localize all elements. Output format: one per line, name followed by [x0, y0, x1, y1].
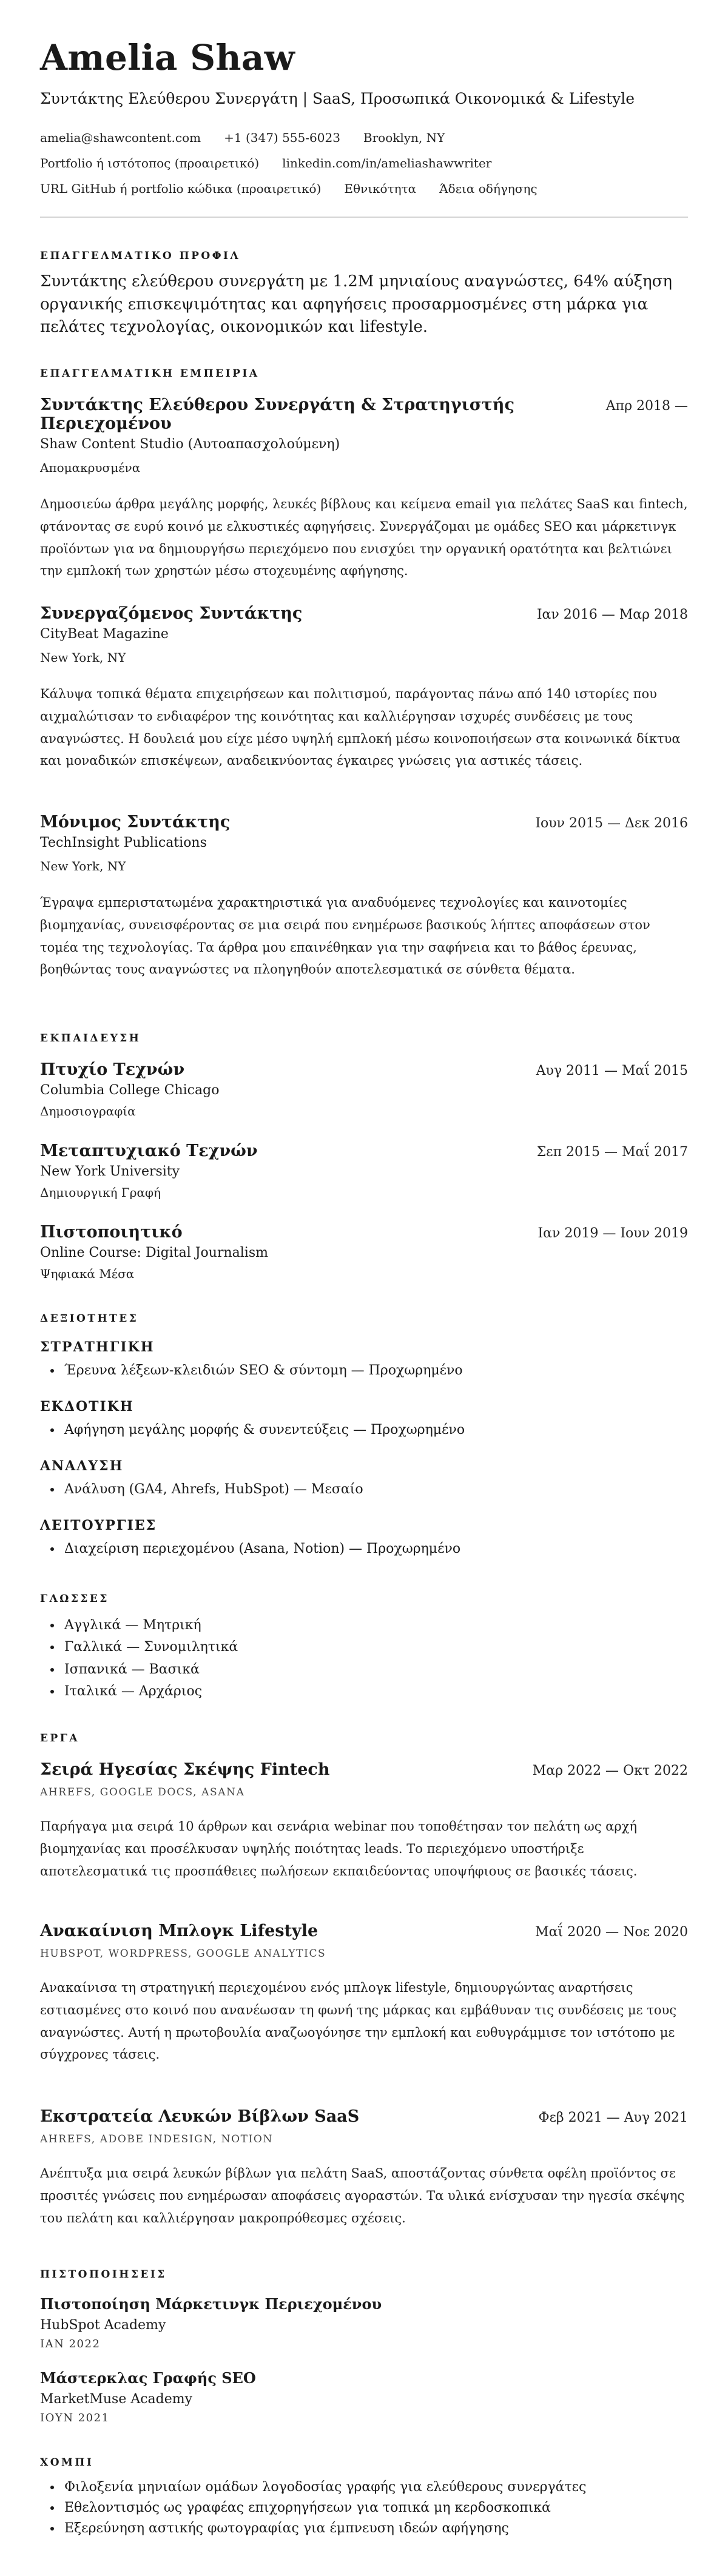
contact-email[interactable]: amelia@shawcontent.com — [40, 130, 201, 146]
certification-date: ΙΟΥΝ 2021 — [40, 2412, 110, 2424]
skill-group — [40, 1399, 688, 1441]
project-description: Ανακαίνισα τη στρατηγική περιεχομένου ενός μπλογκ lifestyle, δημιουργώντας αναρτήσεις εστιασμένες στο κοινό που ανανέωσαν τη φωνή της μάρκας και εμβάθυναν τις συνδέσεις με τους αναγνώστες. Αυτή η πρωτοβουλία αναζωογόνησε την εμπλοκή και ευθυγράμμισε τον ιστότοπο με σύγχρονες τάσεις. — [40, 1980, 676, 2062]
project-tech: HUBSPOT, WORDPRESS, GOOGLE ANALYTICS — [40, 1948, 326, 1960]
section-heading-skills: ΔΕΞΙΟΤΗΤΕΣ — [40, 1313, 139, 1325]
education-field: Ψηφιακά Μέσα — [40, 1266, 135, 1281]
header-divider — [40, 217, 688, 218]
project-title: Ανακαίνιση Μπλογκ Lifestyle — [40, 1922, 318, 1940]
project-title: Σειρά Ηγεσίας Σκέψης Fintech — [40, 1760, 330, 1779]
hobby-item: • Φιλοξενία μηνιαίων ομάδων λογοδοσίας γραφής για ελεύθερους συνεργάτες — [62, 2477, 688, 2498]
education-entry — [40, 1142, 688, 1200]
skill-group — [40, 1458, 688, 1501]
education-dates: Αυγ 2011 — Μαΐ 2015 — [536, 1063, 688, 1078]
experience-description: Δημοσιεύω άρθρα μεγάλης μορφής, λευκές βίβλους και κείμενα email για πελάτες SaaS και fintech, φτάνοντας σε ευρύ κοινό με ελκυστικές αφηγήσεις. Συνεργάζομαι με ομάδες SEO και μάρκετινγκ προϊόντων για να δημιουργήσω περιεχόμενο που ενισχύει την οργανική ορατότητα και βελτιώνει την εμπλοκή των χρηστών μέσω στοχευμένης αφήγησης. — [40, 497, 688, 579]
education-degree: Πιστοποιητικό — [40, 1223, 183, 1242]
project-dates: Μαρ 2022 — Οκτ 2022 — [532, 1763, 688, 1778]
contact-row-primary — [40, 130, 688, 145]
section-heading-languages: ΓΛΩΣΣΕΣ — [40, 1593, 109, 1605]
experience-description: Κάλυψα τοπικά θέματα επιχειρήσεων και πολιτισμού, παράγοντας πάνω από 140 ιστορίες που αιχμαλώτισαν το ενδιαφέρον της κοινότητας και καλλιέργησαν ισχυρές συνδέσεις με τους αναγνώστες. Η δουλειά μου είχε μέσο υψηλή εμπλοκή μέσω κοινοποιήσεων στα κοινωνικά δίκτυα και μοναδικών επισκέψεων, αναδεικνύοντας έγκαιρες γνώσεις για αστικές τάσεις. — [40, 687, 681, 768]
resume-header — [40, 38, 688, 196]
language-item: • Ισπανικά — Βασικά — [62, 1659, 688, 1681]
profile-section — [40, 250, 688, 339]
education-field: Δημιουργική Γραφή — [40, 1185, 161, 1200]
hobbies-section — [40, 2457, 688, 2539]
projects-section — [40, 1732, 688, 1744]
certification-issuer: HubSpot Academy — [40, 2318, 166, 2333]
skill-group — [40, 1339, 688, 1382]
project-dates: Μαΐ 2020 — Νοε 2020 — [535, 1925, 688, 1940]
education-school: Online Course: Digital Journalism — [40, 1245, 268, 1260]
experience-dates: Απρ 2018 — — [605, 399, 688, 414]
project-tech: AHREFS, ADOBE INDESIGN, NOTION — [40, 2133, 273, 2145]
contact-github[interactable]: URL GitHub ή portfolio κώδικα (προαιρετικό) — [40, 181, 322, 197]
languages-section — [40, 1593, 688, 1703]
contact-location: Brooklyn, NY — [363, 130, 445, 146]
project-entry — [40, 2107, 688, 2229]
language-item: • Γαλλικά — Συνομιλητικά — [62, 1636, 688, 1658]
project-tech: AHREFS, GOOGLE DOCS, ASANA — [40, 1786, 245, 1798]
certification-title: Μάστερκλας Γραφής SEO — [40, 2369, 256, 2387]
skill-item: • Διαχείριση περιεχομένου (Asana, Notion) — Προχωρημένο — [62, 1538, 688, 1560]
experience-entry — [40, 395, 688, 582]
language-item: • Ιταλικά — Αρχάριος — [62, 1681, 688, 1703]
project-dates: Φεβ 2021 — Αυγ 2021 — [538, 2110, 688, 2125]
certification-issuer: MarketMuse Academy — [40, 2392, 193, 2407]
education-field: Δημοσιογραφία — [40, 1104, 136, 1118]
experience-location: New York, NY — [40, 859, 126, 873]
experience-location: Απομακρυσμένα — [40, 460, 141, 475]
contact-row-extra — [40, 181, 688, 196]
experience-org: Shaw Content Studio (Αυτοαπασχολούμενη) — [40, 437, 340, 452]
experience-title: Συνεργαζόμενος Συντάκτης — [40, 604, 303, 623]
certification-entry — [40, 2369, 688, 2424]
skill-group-name: ΕΚΔΟΤΙΚΗ — [40, 1399, 134, 1414]
project-entry — [40, 1922, 688, 2066]
project-description: Ανέπτυξα μια σειρά λευκών βίβλων για πελάτη SaaS, αποστάζοντας σύνθετα οφέλη προϊόντος σε προσιτές γνώσεις που ενημέρωσαν αποφάσεις αγοραστών. Τα υλικά ενίσχυσαν την ηγεσία σκέψης του πελάτη και καλλιέργησαν μακροπρόθεσμες σχέσεις. — [40, 2166, 685, 2225]
project-description: Παρήγαγα μια σειρά 10 άρθρων και σενάρια webinar που τοποθέτησαν τον πελάτη ως αρχή βιομηχανίας και προσέλκυσαν υψηλής ποιότητας leads. Το περιεχόμενο υποστήριξε αποτελεσματικά τις προσπάθειες πωλήσεων εκπαιδεύοντας υποψήφιους σε βασικές τάσεις. — [40, 1819, 638, 1878]
skills-section — [40, 1313, 688, 1325]
section-heading-certifications: ΠΙΣΤΟΠΟΙΗΣΕΙΣ — [40, 2268, 167, 2281]
candidate-name: Amelia Shaw — [40, 37, 295, 78]
contact-driving-license: Άδεια οδήγησης — [439, 181, 538, 197]
education-degree: Μεταπτυχιακό Τεχνών — [40, 1142, 258, 1160]
skill-item: • Αφήγηση μεγάλης μορφής & συνεντεύξεις — Προχωρημένο — [62, 1419, 688, 1441]
education-school: New York University — [40, 1164, 180, 1179]
language-item: • Αγγλικά — Μητρική — [62, 1615, 688, 1636]
skill-group — [40, 1518, 688, 1560]
education-dates: Σεπ 2015 — Μαΐ 2017 — [536, 1145, 688, 1160]
certification-date: ΙΑΝ 2022 — [40, 2338, 101, 2350]
education-entry — [40, 1060, 688, 1118]
hobby-item: • Εθελοντισμός ως γραφέας επιχορηγήσεων για τοπικά μη κερδοσκοπικά — [62, 2498, 688, 2518]
section-heading-projects: ΕΡΓΑ — [40, 1732, 79, 1744]
contact-row-links — [40, 156, 688, 170]
skill-item: • Έρευνα λέξεων-κλειδιών SEO & σύντομη — Προχωρημένο — [62, 1360, 688, 1382]
candidate-title: Συντάκτης Ελεύθερου Συνεργάτη | SaaS, Προσωπικά Οικονομικά & Lifestyle — [40, 89, 635, 107]
section-heading-profile: ΕΠΑΓΓΕΛΜΑΤΙΚΟ ΠΡΟΦΙΛ — [40, 250, 241, 262]
section-heading-hobbies: ΧΟΜΠΙ — [40, 2457, 94, 2469]
certifications-section — [40, 2268, 688, 2281]
skill-group-name: ΑΝΑΛΥΣΗ — [40, 1458, 124, 1474]
experience-entry — [40, 604, 688, 772]
section-heading-education: ΕΚΠΑΙΔΕΥΣΗ — [40, 1032, 141, 1044]
skill-group-name: ΣΤΡΑΤΗΓΙΚΗ — [40, 1339, 155, 1355]
contact-portfolio[interactable]: Portfolio ή ιστότοπος (προαιρετικό) — [40, 156, 260, 171]
project-entry — [40, 1760, 688, 1882]
education-dates: Ιαν 2019 — Ιουν 2019 — [538, 1226, 688, 1241]
certification-entry — [40, 2295, 688, 2350]
profile-summary: Συντάκτης ελεύθερου συνεργάτη με 1.2M μηνιαίους αναγνώστες, 64% αύξηση οργανικής επισκεψιμότητας και αφηγήσεις προσαρμοσμένες στη μάρκα για πελάτες τεχνολογίας, οικονομικών και lifestyle. — [40, 272, 672, 337]
hobby-item: • Εξερεύνηση αστικής φωτογραφίας για έμπνευση ιδεών αφήγησης — [62, 2518, 688, 2539]
education-section — [40, 1032, 688, 1044]
section-heading-experience: ΕΠΑΓΓΕΛΜΑΤΙΚΗ ΕΜΠΕΙΡΙΑ — [40, 368, 260, 380]
certification-title: Πιστοποίηση Μάρκετινγκ Περιεχομένου — [40, 2295, 382, 2313]
education-school: Columbia College Chicago — [40, 1083, 220, 1098]
contact-nationality: Εθνικότητα — [344, 181, 417, 197]
experience-entry — [40, 813, 688, 981]
contact-phone[interactable]: +1 (347) 555-6023 — [224, 130, 340, 146]
contact-linkedin[interactable]: linkedin.com/in/ameliashawwriter — [282, 156, 492, 171]
experience-section — [40, 368, 688, 380]
experience-title: Συντάκτης Ελεύθερου Συνεργάτη & Στρατηγιστής Περιεχομένου — [40, 395, 514, 433]
skill-group-name: ΛΕΙΤΟΥΡΓΙΕΣ — [40, 1518, 157, 1533]
skill-item: • Ανάλυση (GA4, Ahrefs, HubSpot) — Μεσαίο — [62, 1479, 688, 1501]
experience-org: CityBeat Magazine — [40, 627, 169, 642]
experience-dates: Ιαν 2016 — Μαρ 2018 — [536, 607, 688, 622]
experience-location: New York, NY — [40, 650, 126, 665]
project-title: Εκστρατεία Λευκών Βίβλων SaaS — [40, 2107, 360, 2126]
education-entry — [40, 1223, 688, 1281]
experience-dates: Ιουν 2015 — Δεκ 2016 — [535, 816, 688, 831]
experience-description: Έγραψα εμπεριστατωμένα χαρακτηριστικά για αναδυόμενες τεχνολογίες και καινοτομίες βιομηχανίας, συνεισφέροντας σε μια σειρά που ενημέρωσε βασικούς λήπτες αποφάσεων στον τομέα της τεχνολογίας. Τα άρθρα μου επαινέθηκαν για την σαφήνεια και το βάθος έρευνας, βοηθώντας τους αναγνώστες να πλοηγηθούν αποτελεσματικά σε σύνθετα θέματα. — [40, 895, 650, 977]
experience-title: Μόνιμος Συντάκτης — [40, 813, 231, 832]
experience-org: TechInsight Publications — [40, 835, 207, 850]
education-degree: Πτυχίο Τεχνών — [40, 1060, 185, 1079]
